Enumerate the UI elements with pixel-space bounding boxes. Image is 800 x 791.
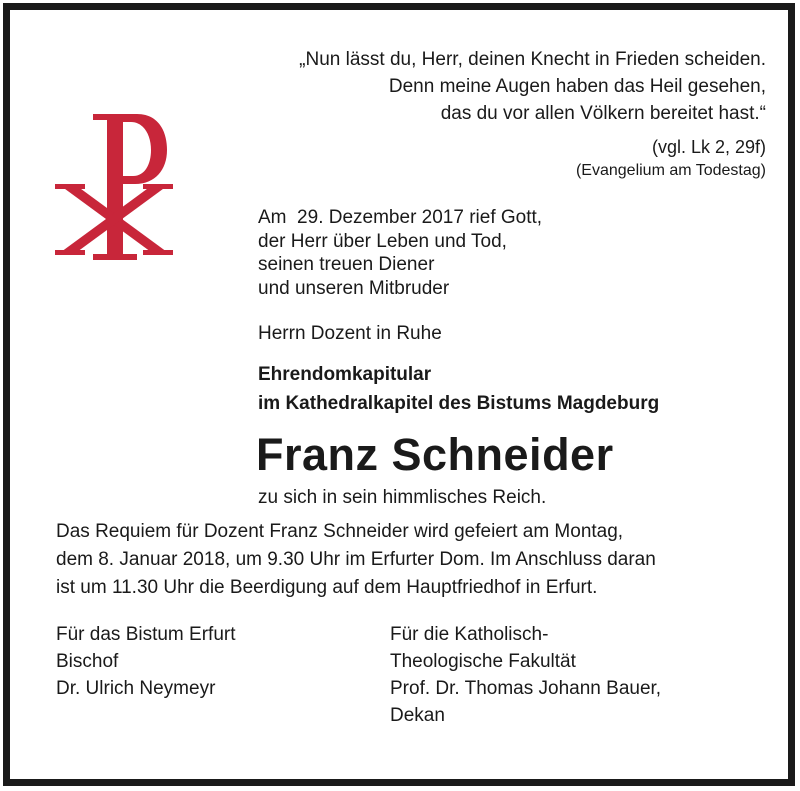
signature-line: Theologische Fakultät	[390, 651, 576, 672]
quote-reference: (vgl. Lk 2, 29f)	[651, 137, 766, 157]
quote-line: Denn meine Augen haben das Heil gesehen,	[388, 76, 766, 97]
deceased-name: Franz Schneider	[256, 429, 614, 480]
signature-line: Dr. Ulrich Neymeyr	[56, 678, 216, 699]
requiem-line: Das Requiem für Dozent Franz Schneider wird gefeiert am Montag,	[56, 521, 624, 542]
deceased-title: Herrn Dozent in Ruhe	[258, 323, 442, 344]
signature-line: Bischof	[56, 651, 119, 672]
requiem-line: dem 8. Januar 2018, um 9.30 Uhr im Erfurter Dom. Im Anschluss daran	[56, 549, 656, 570]
requiem-details	[56, 518, 656, 602]
announcement-closing: zu sich in sein himmlisches Reich.	[258, 487, 547, 508]
announcement-line: seinen treuen Diener	[258, 254, 435, 275]
announcement-line: Am 29. Dezember 2017 rief Gott,	[258, 207, 543, 228]
chi-rho-icon	[55, 102, 173, 262]
requiem-line: ist um 11.30 Uhr die Beerdigung auf dem Hauptfriedhof in Erfurt.	[56, 577, 598, 598]
quote-line: „Nun lässt du, Herr, deinen Knecht in Frieden scheiden.	[299, 49, 766, 70]
bible-quote	[299, 46, 766, 127]
signature-line: Für das Bistum Erfurt	[56, 624, 236, 645]
signature-line: Für die Katholisch-	[390, 624, 549, 645]
honor-line: Ehrendomkapitular	[258, 364, 432, 385]
deceased-honors	[258, 360, 659, 418]
signature-line: Dekan	[390, 705, 445, 726]
quote-line: das du vor allen Völkern bereitet hast.“	[440, 103, 766, 124]
quote-note: (Evangelium am Todestag)	[575, 162, 766, 179]
quote-citation	[576, 136, 766, 182]
obituary-content	[10, 10, 788, 779]
death-announcement	[258, 206, 542, 300]
signature-line: Prof. Dr. Thomas Johann Bauer,	[390, 678, 662, 699]
announcement-line: und unseren Mitbruder	[258, 277, 450, 299]
announcement-line: der Herr über Leben und Tod,	[258, 230, 507, 252]
signature-diocese	[56, 621, 236, 702]
obituary-frame	[3, 3, 795, 786]
signature-faculty	[390, 621, 661, 729]
honor-line: im Kathedralkapitel des Bistums Magdeburg	[258, 393, 660, 414]
